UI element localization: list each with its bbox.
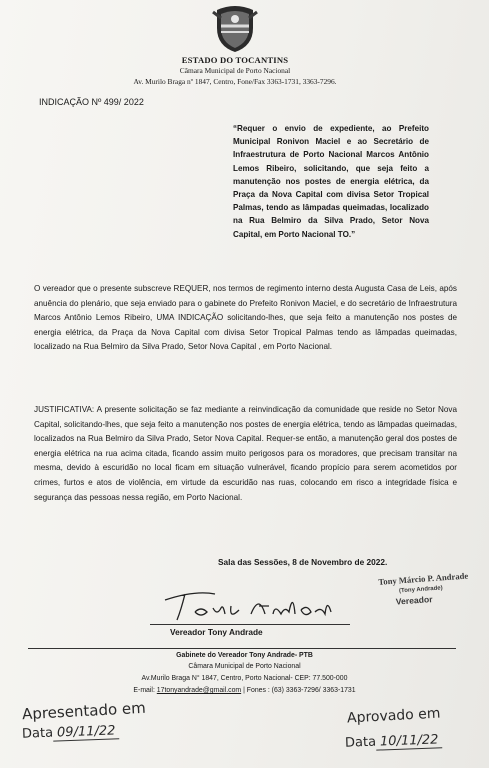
approved-stamp-label: Aprovado em — [346, 705, 441, 727]
approved-date-label: Data — [344, 734, 377, 751]
signer-name: Vereador Tony Andrade — [170, 627, 263, 637]
header-chamber: Câmara Municipal de Porto Nacional — [179, 66, 291, 75]
presented-date-value: 09/11/22 — [53, 723, 120, 741]
footer-address: Av.Murilo Braga N° 1847, Centro, Porto Nacional- CEP: 77.500-000 — [141, 675, 348, 682]
footer-office: Gabinete do Vereador Tony Andrade- PTB — [176, 652, 313, 659]
presented-date-row — [22, 723, 120, 742]
footer-phones: | Fones : (63) 3363-7296/ 3363-1731 — [241, 687, 356, 694]
approved-date-value: 10/11/22 — [376, 732, 443, 750]
footer-email-label: E-mail: — [133, 687, 157, 694]
footer-contact — [0, 687, 489, 694]
presented-date-label: Data — [21, 725, 54, 742]
presented-stamp-label: Apresentado em — [21, 698, 147, 724]
stamp-name: Tony Márcio P. Andrade — [378, 570, 469, 587]
paragraph-request: O vereador que o presente subscreve REQUER, nos termos de regimento interno desta Augusta Casa de Leis, após anuência do plenário, que seja enviado para o gabinete do Prefeito Ronivon Maciel, e do secretário de Infraestrutura Marcos Antônio Lemos Ribeiro, UMA INDICAÇÃO solicitando-lhes, que seja feito a manutenção nos postes de energia elétrica, da Praça da Nova Capital com divisa Setor Tropical Palmas tendo as lâmpadas queimadas, localizado na Rua Belmiro da Silva Prado, Setor Nova Capital , em Porto Nacional. — [34, 284, 457, 352]
indicacao-number: INDICAÇÃO Nº 499/ 2022 — [39, 97, 144, 107]
stamp-nickname: (Tony Andrade) — [398, 585, 443, 595]
header-state: ESTADO DO TOCANTINS — [181, 55, 289, 65]
ementa-text: “Requer o envio de expediente, ao Prefeito Municipal Ronivon Maciel e ao Secretário de Infraestrutura de Porto Nacional Marcos Antônio Lemos Ribeiro, solicitando, que seja feito a manutenção nos postes de energia elétrica, da Praça da Nova Capital com divisa Setor Tropical Palmas, tendo as lâmpadas queimadas, localizado na Rua Belmiro da Silva Prado, Setor Nova Capital, em Porto Nacional TO.” — [233, 124, 429, 239]
session-date: Sala das Sessões, 8 de Novembro de 2022. — [218, 557, 388, 567]
official-stamp — [378, 569, 489, 636]
header-address: Av. Murilo Braga nº 1847, Centro, Fone/Fax 3363-1731, 3363-7296. — [133, 77, 337, 86]
approved-date-row — [345, 732, 443, 751]
footer-chamber: Câmara Municipal de Porto Nacional — [188, 663, 301, 670]
stamp-role: Vereador — [395, 594, 433, 607]
paragraph-justificativa: JUSTIFICATIVA: A presente solicitação se faz mediante a reinvindicação da comunidade que reside no Setor Nova Capital, solicitando-lhes, que seja feito a manutenção nos postes de energia elétrica, tendo as lâmpadas queimadas, localizados na Rua Belmiro da Silva Prado, Setor Nova Capital. Requer-se então, a manutenção geral dos postes de energia elétrica na rua acima citada, ficando assim muito perigosos para os moradores, que precisam transitar na mesma, devido à escuridão no local ficam em situação vulnerável, ficando propício para serem acometidos por crimes, furtos e atos de violência, em virtude da escuridão nas ruas, colocando em risco a integridade física e segurança das pessoas nessa região, em Porto Nacional. — [34, 405, 457, 502]
handwritten-signature — [155, 584, 345, 624]
coat-of-arms-emblem — [211, 4, 259, 54]
signature-line — [150, 624, 350, 625]
footer-divider — [28, 648, 456, 649]
footer-email-link[interactable]: 17tonyandrade@gmail.com — [156, 687, 242, 694]
